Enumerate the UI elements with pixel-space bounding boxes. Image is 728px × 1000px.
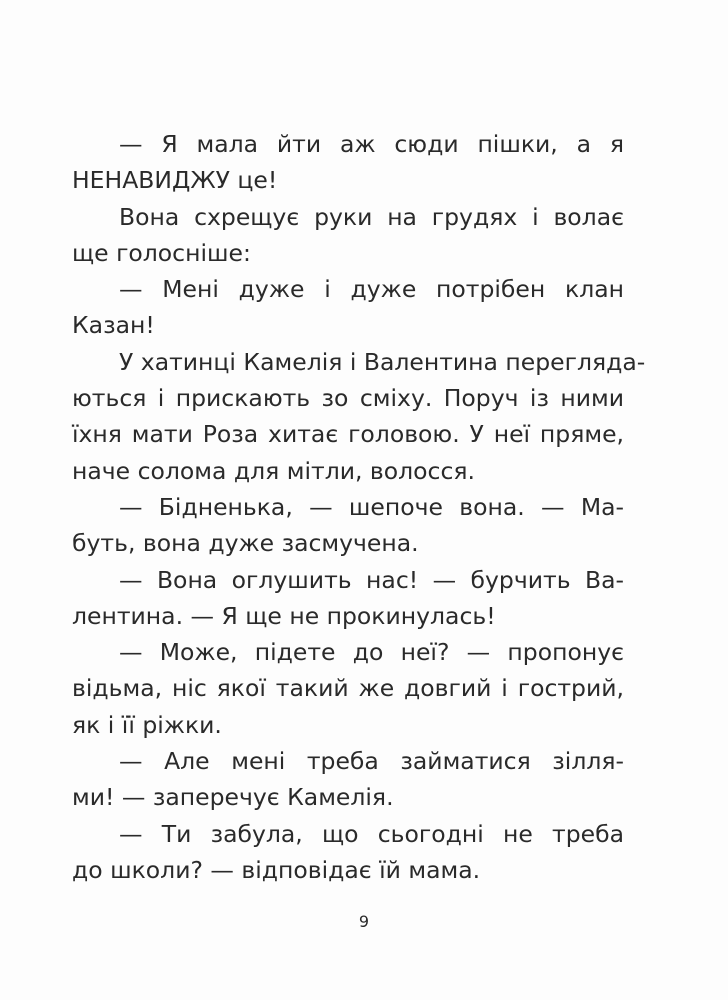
text-line: НЕНАВИДЖУ це! — [72, 166, 278, 195]
text-line: ми! — заперечує Камелія. — [72, 783, 394, 812]
text-line: ще голосніше: — [72, 238, 251, 267]
text-line: У хатинці Камелія і Валентина переглядa- — [119, 347, 646, 376]
text-line: — Я мала йти аж сюди пішки, а я — [119, 130, 624, 158]
text-line: ються і прискають зо сміху. Поруч із ними — [72, 384, 624, 413]
text-line: Вона схрещує руки на грудях і волає — [119, 202, 624, 231]
text-line: як і її ріжки. — [72, 710, 222, 739]
text-line: Казан! — [72, 311, 155, 340]
text-line: — Мені дуже і дуже потрібен клан — [119, 275, 624, 304]
text-line: — Вона оглушить нас! — бурчить Ва- — [119, 565, 624, 594]
text-line: до школи? — відповідає їй мама. — [72, 855, 481, 884]
text-line: відьма, ніс якої такий же довгий і гострий, — [72, 674, 624, 703]
page-number: 9 — [358, 912, 370, 931]
text-line: буть, вона дуже засмучена. — [72, 529, 419, 558]
body-text — [72, 126, 646, 888]
text-line: — Але мені треба займатися зілля- — [119, 747, 624, 776]
text-line: наче солома для мітли, волосся. — [72, 456, 475, 485]
text-line: — Ти забула, що сьогодні не треба — [119, 819, 624, 848]
text-line: — Може, підете до неї? — пропонує — [119, 638, 624, 667]
text-line: їхня мати Роза хитає головою. У неї пряме, — [72, 420, 624, 449]
text-line: — Бідненька, — шепоче вона. — Ма- — [119, 492, 624, 521]
text-line: лентина. — Я ще не прокинулась! — [72, 601, 496, 630]
